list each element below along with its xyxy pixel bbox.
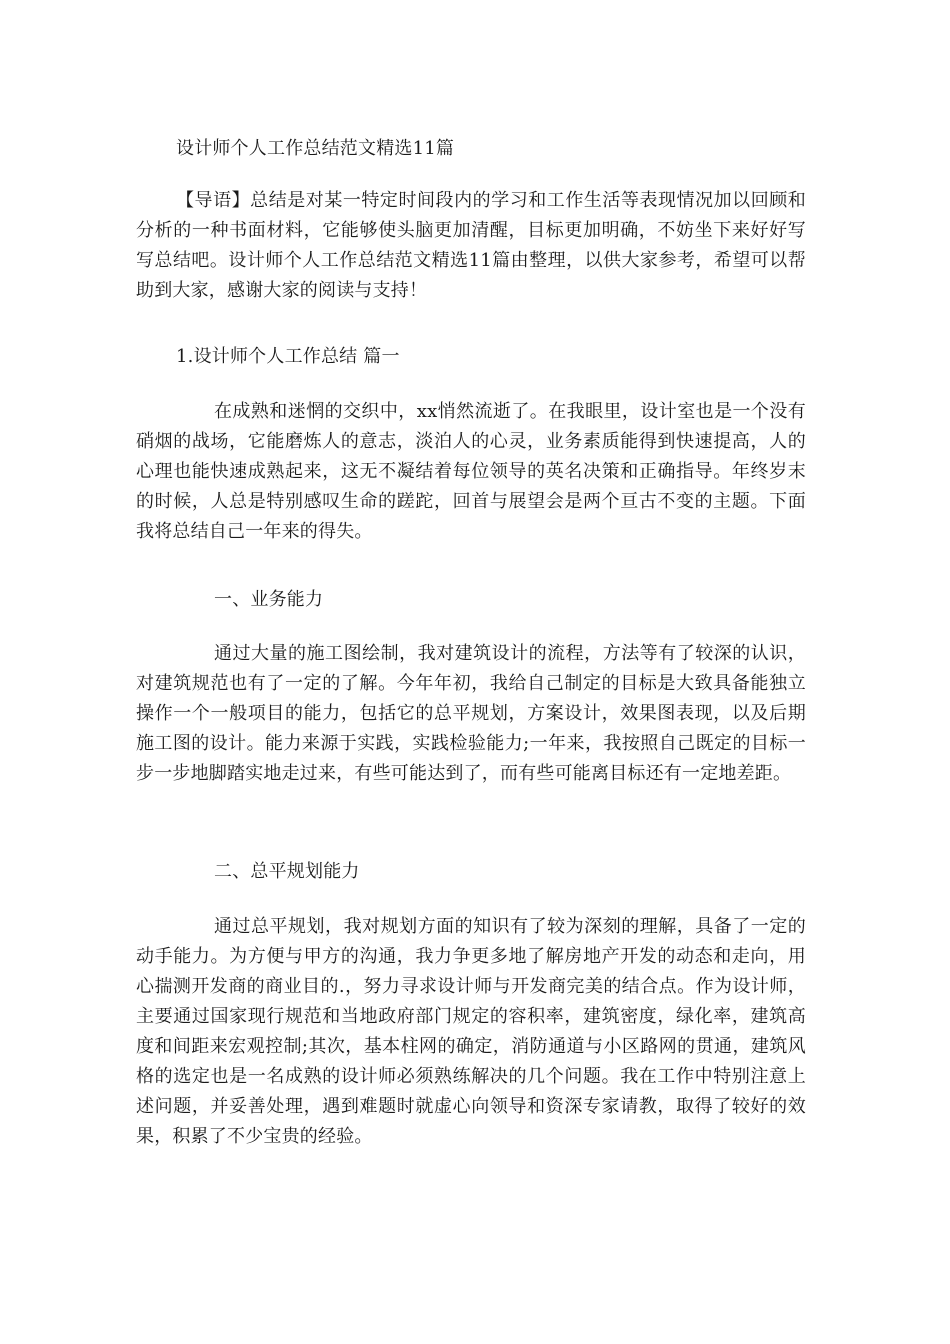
master-planning-heading: 二、总平规划能力: [214, 861, 360, 882]
business-ability-heading: 一、业务能力: [214, 589, 324, 610]
business-ability-paragraph: 通过大量的施工图绘制，我对建筑设计的流程，方法等有了较深的认识，对建筑规范也有了一定的了解。今年年初，我给自己制定的目标是大致具备能独立操作一个一般项目的能力，包括它的总平规划，方案设计，效果图表现，以及后期施工图的设计。能力来源于实践，实践检验能力;一年来，我按照自己既定的目标一步一步地脚踏实地走过来，有些可能达到了，而有些可能离目标还有一定地差距。: [136, 643, 806, 784]
section-1-heading: 1.设计师个人工作总结 篇一: [176, 346, 400, 367]
document-title: 设计师个人工作总结范文精选11篇: [176, 138, 455, 159]
master-planning-paragraph: 通过总平规划，我对规划方面的知识有了较为深刻的理解，具备了一定的动手能力。为方便与甲方的沟通，我力争更多地了解房地产开发的动态和走向，用心揣测开发商的商业目的.，努力寻求设计师与开发商完美的结合点。作为设计师，主要通过国家现行规范和当地政府部门规定的容积率，建筑密度，绿化率，建筑高度和间距来宏观控制;其次，基本柱网的确定，消防通道与小区路网的贯通，建筑风格的选定也是一名成熟的设计师必须熟练解决的几个问题。我在工作中特别注意上述问题，并妥善处理，遇到难题时就虚心向领导和资深专家请教，取得了较好的效果，积累了不少宝贵的经验。: [136, 916, 806, 1147]
intro-paragraph: 【导语】总结是对某一特定时间段内的学习和工作生活等表现情况加以回顾和分析的一种书面材料，它能够使头脑更加清醒，目标更加明确，不妨坐下来好好写写总结吧。设计师个人工作总结范文精选11篇由整理，以供大家参考，希望可以帮助到大家，感谢大家的阅读与支持！: [136, 190, 806, 301]
section-1-paragraph: 在成熟和迷惘的交织中，xx悄然流逝了。在我眼里，设计室也是一个没有硝烟的战场，它能磨炼人的意志，淡泊人的心灵，业务素质能得到快速提高，人的心理也能快速成熟起来，这无不凝结着每位领导的英名决策和正确指导。年终岁末的时候，人总是特别感叹生命的蹉跎，回首与展望会是两个亘古不变的主题。下面我将总结自己一年来的得失。: [136, 401, 806, 542]
